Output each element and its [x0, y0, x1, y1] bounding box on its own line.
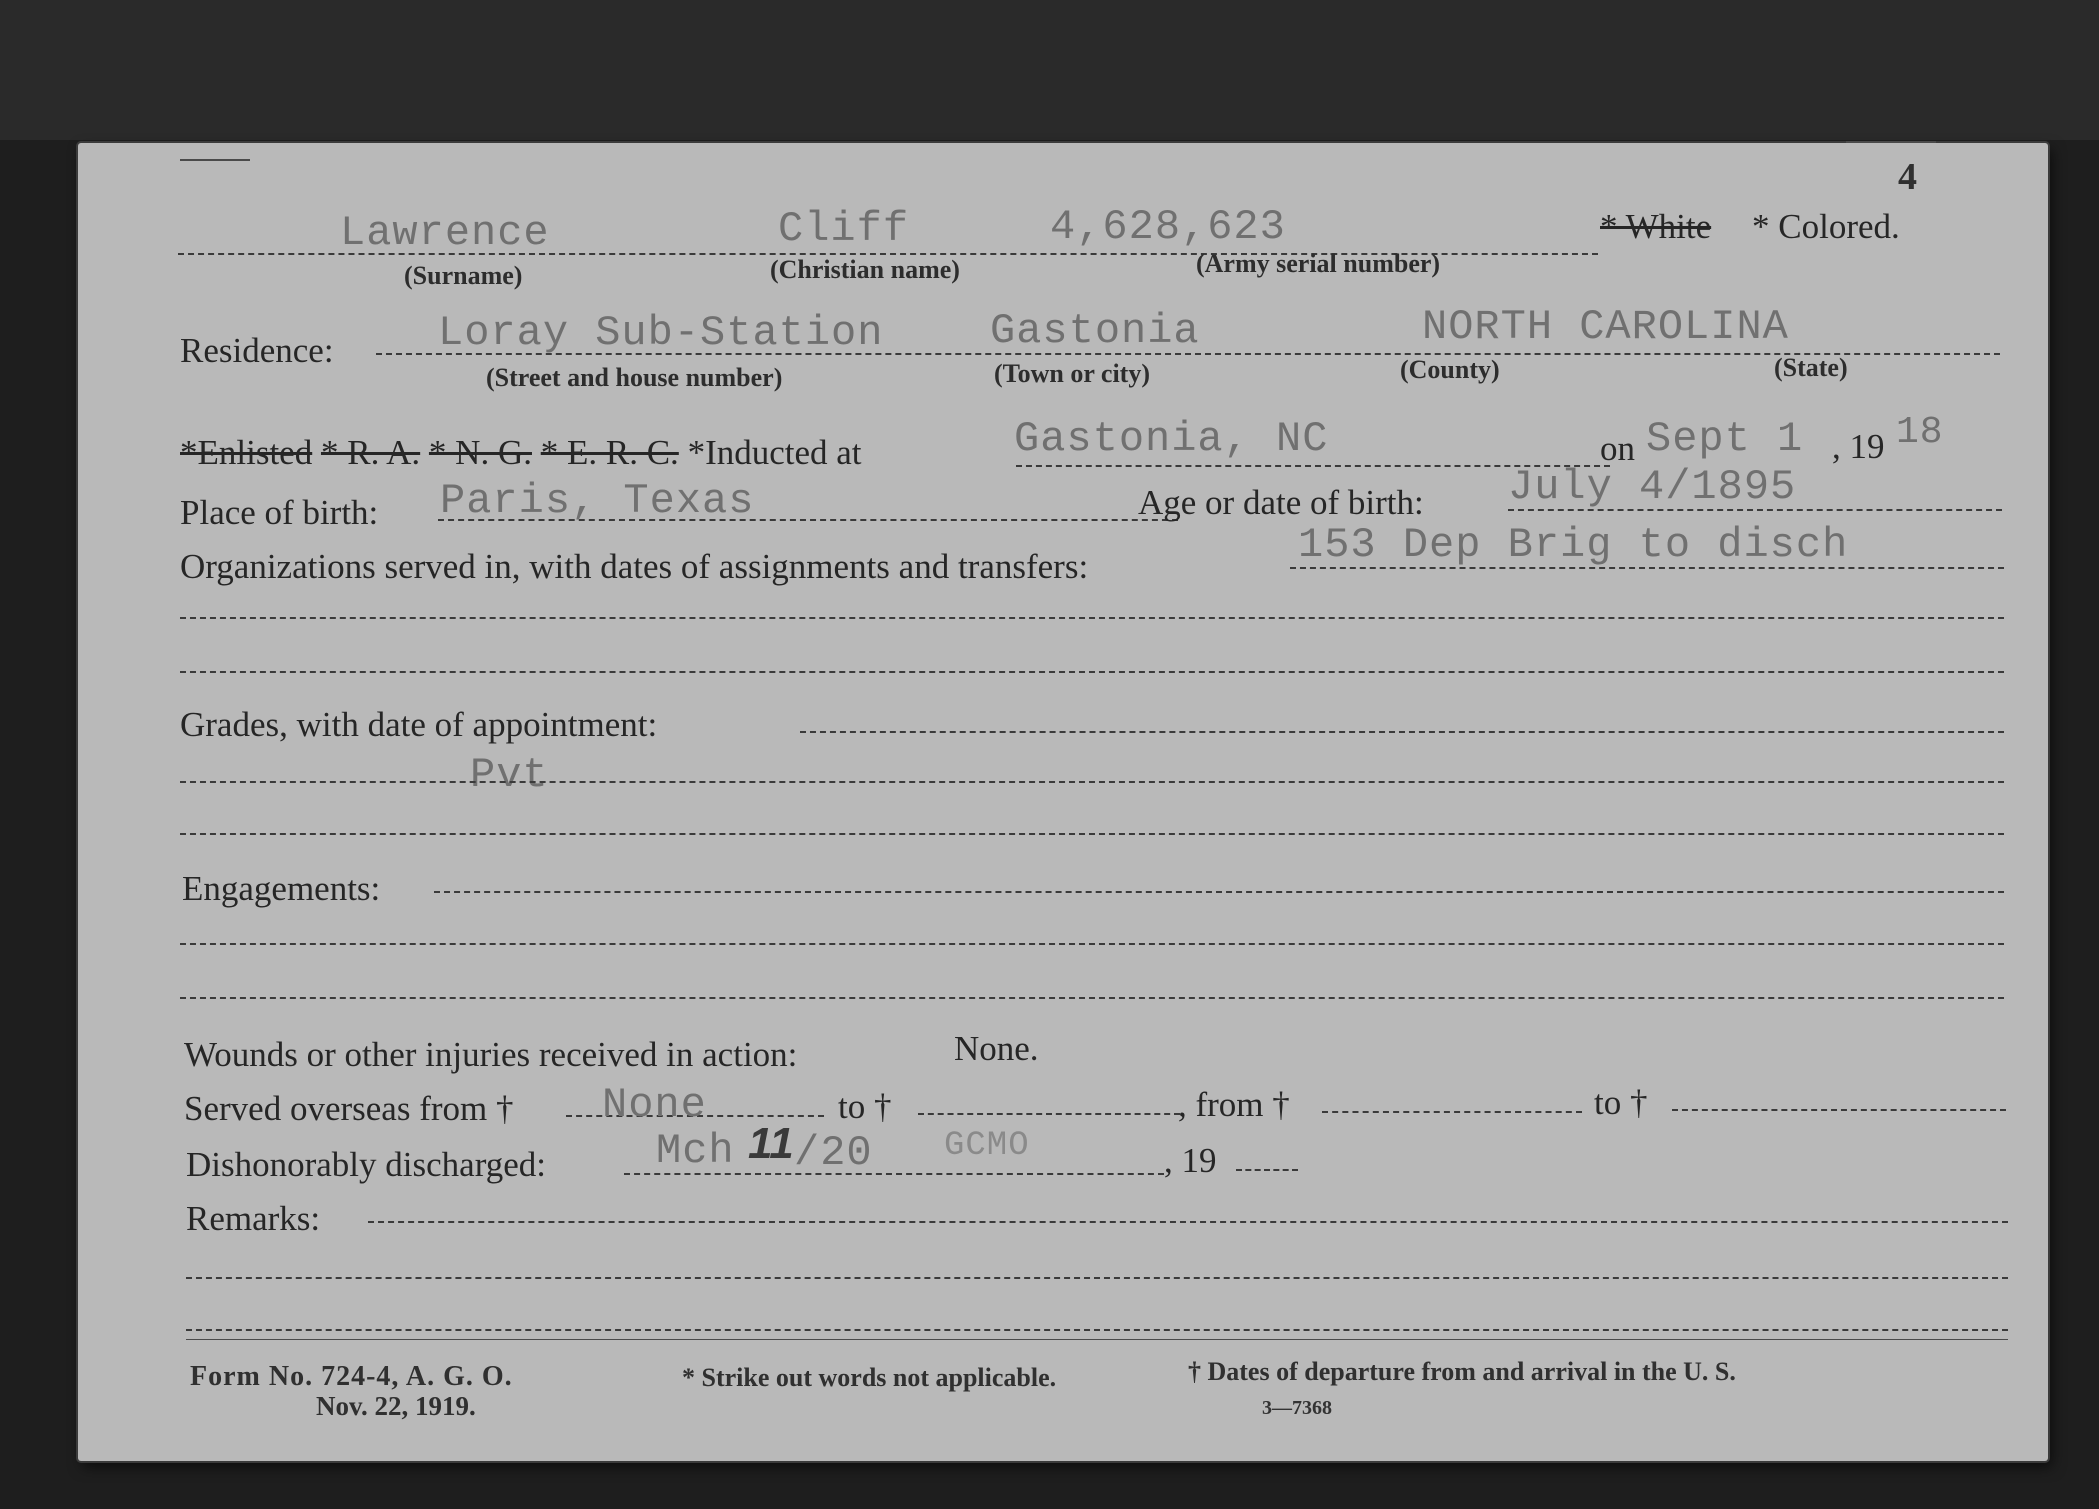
organizations-line-3: [180, 671, 2004, 673]
inducted-place-value: Gastonia, NC: [1014, 415, 1329, 463]
footer-rule: [186, 1339, 2008, 1340]
discharge-year-value: /20: [794, 1129, 873, 1177]
grades-line-1: [800, 731, 2004, 733]
discharge-year-line: [1236, 1169, 1298, 1171]
surname-value: Lawrence: [340, 209, 550, 257]
on-label: on: [1600, 429, 1635, 468]
remarks-label: Remarks:: [186, 1199, 321, 1238]
wounds-label: Wounds or other injuries received in action:: [184, 1035, 798, 1074]
organizations-value: 153 Dep Brig to disch: [1298, 521, 1849, 569]
state-caption: (State): [1774, 353, 1848, 382]
enlisted-option: *Enlisted: [180, 433, 313, 472]
served-overseas-value: None: [602, 1081, 707, 1129]
place-of-birth-value: Paris, Texas: [440, 477, 755, 525]
date-of-birth-value: July 4/1895: [1508, 463, 1797, 511]
print-code: 3—7368: [1262, 1397, 1332, 1419]
overseas-to-line-2: [1672, 1109, 2006, 1111]
colored-label: * Colored.: [1752, 207, 1900, 246]
remarks-line-2: [186, 1277, 2008, 1279]
county-caption: (County): [1400, 355, 1500, 384]
ng-option: * N. G.: [428, 433, 532, 472]
induction-date-value: Sept 1: [1646, 415, 1804, 463]
engagements-line-1: [434, 891, 2004, 893]
place-of-birth-label: Place of birth:: [180, 493, 379, 532]
residence-label: Residence:: [180, 331, 334, 370]
grade-value: Pvt: [470, 751, 549, 799]
overseas-from-label-2: , from †: [1178, 1085, 1290, 1124]
age-label: Age or date of birth:: [1138, 483, 1424, 522]
grades-label: Grades, with date of appointment:: [180, 705, 658, 744]
discharge-month-value: Mch: [656, 1127, 735, 1175]
wounds-value: None.: [954, 1029, 1039, 1068]
engagements-line-3: [180, 997, 2004, 999]
discharge-year-label: , 19: [1164, 1141, 1217, 1180]
overseas-to-line-1: [918, 1113, 1180, 1115]
organizations-label: Organizations served in, with dates of assignments and transfers:: [180, 547, 1089, 586]
form-number: Form No. 724-4, A. G. O.: [190, 1361, 513, 1392]
overseas-to-label-2: to †: [1594, 1083, 1648, 1122]
induction-year-suffix: 18: [1896, 411, 1944, 454]
white-label: * White: [1600, 207, 1712, 246]
form-date: Nov. 22, 1919.: [316, 1391, 476, 1421]
induction-options: [180, 433, 862, 473]
top-right-rule: [1846, 141, 1936, 143]
grades-line-3: [180, 833, 2004, 835]
strike-out-note: * Strike out words not applicable.: [682, 1363, 1057, 1392]
top-left-rule: [180, 159, 250, 161]
ra-option: * R. A.: [320, 433, 421, 472]
induction-year-prefix: , 19: [1832, 427, 1885, 466]
erc-option: * E. R. C.: [540, 433, 679, 472]
inducted-label: *Inducted at: [687, 433, 862, 472]
scan-background: [0, 0, 2099, 140]
surname-caption: (Surname): [404, 261, 523, 290]
discharge-order-value: GCMO: [944, 1127, 1030, 1165]
serial-number-value: 4,628,623: [1050, 203, 1286, 251]
christian-name-caption: (Christian name): [770, 255, 960, 284]
remarks-line-1: [368, 1221, 2008, 1223]
engagements-line-2: [180, 943, 2004, 945]
residence-street-value: Loray Sub-Station: [438, 309, 884, 357]
remarks-line-3: [186, 1329, 2008, 1331]
service-record-card: [78, 143, 2048, 1461]
discharge-day-value: 11: [748, 1119, 794, 1168]
page-number: 4: [1898, 156, 1917, 198]
overseas-from-line-2: [1322, 1111, 1582, 1113]
christian-name-value: Cliff: [778, 205, 910, 253]
serial-number-caption: (Army serial number): [1196, 249, 1441, 278]
overseas-to-label-1: to †: [838, 1087, 892, 1126]
served-overseas-label: Served overseas from †: [184, 1089, 514, 1128]
dishonorably-discharged-label: Dishonorably discharged:: [186, 1145, 546, 1184]
residence-town-value: Gastonia: [990, 307, 1200, 355]
organizations-line-2: [180, 617, 2004, 619]
town-caption: (Town or city): [994, 359, 1150, 388]
street-caption: (Street and house number): [486, 363, 783, 392]
dates-note: † Dates of departure from and arrival in the U. S.: [1188, 1357, 1736, 1386]
engagements-label: Engagements:: [182, 869, 381, 908]
grades-line-2: [180, 781, 2004, 783]
residence-state-value: NORTH CAROLINA: [1422, 303, 1789, 351]
